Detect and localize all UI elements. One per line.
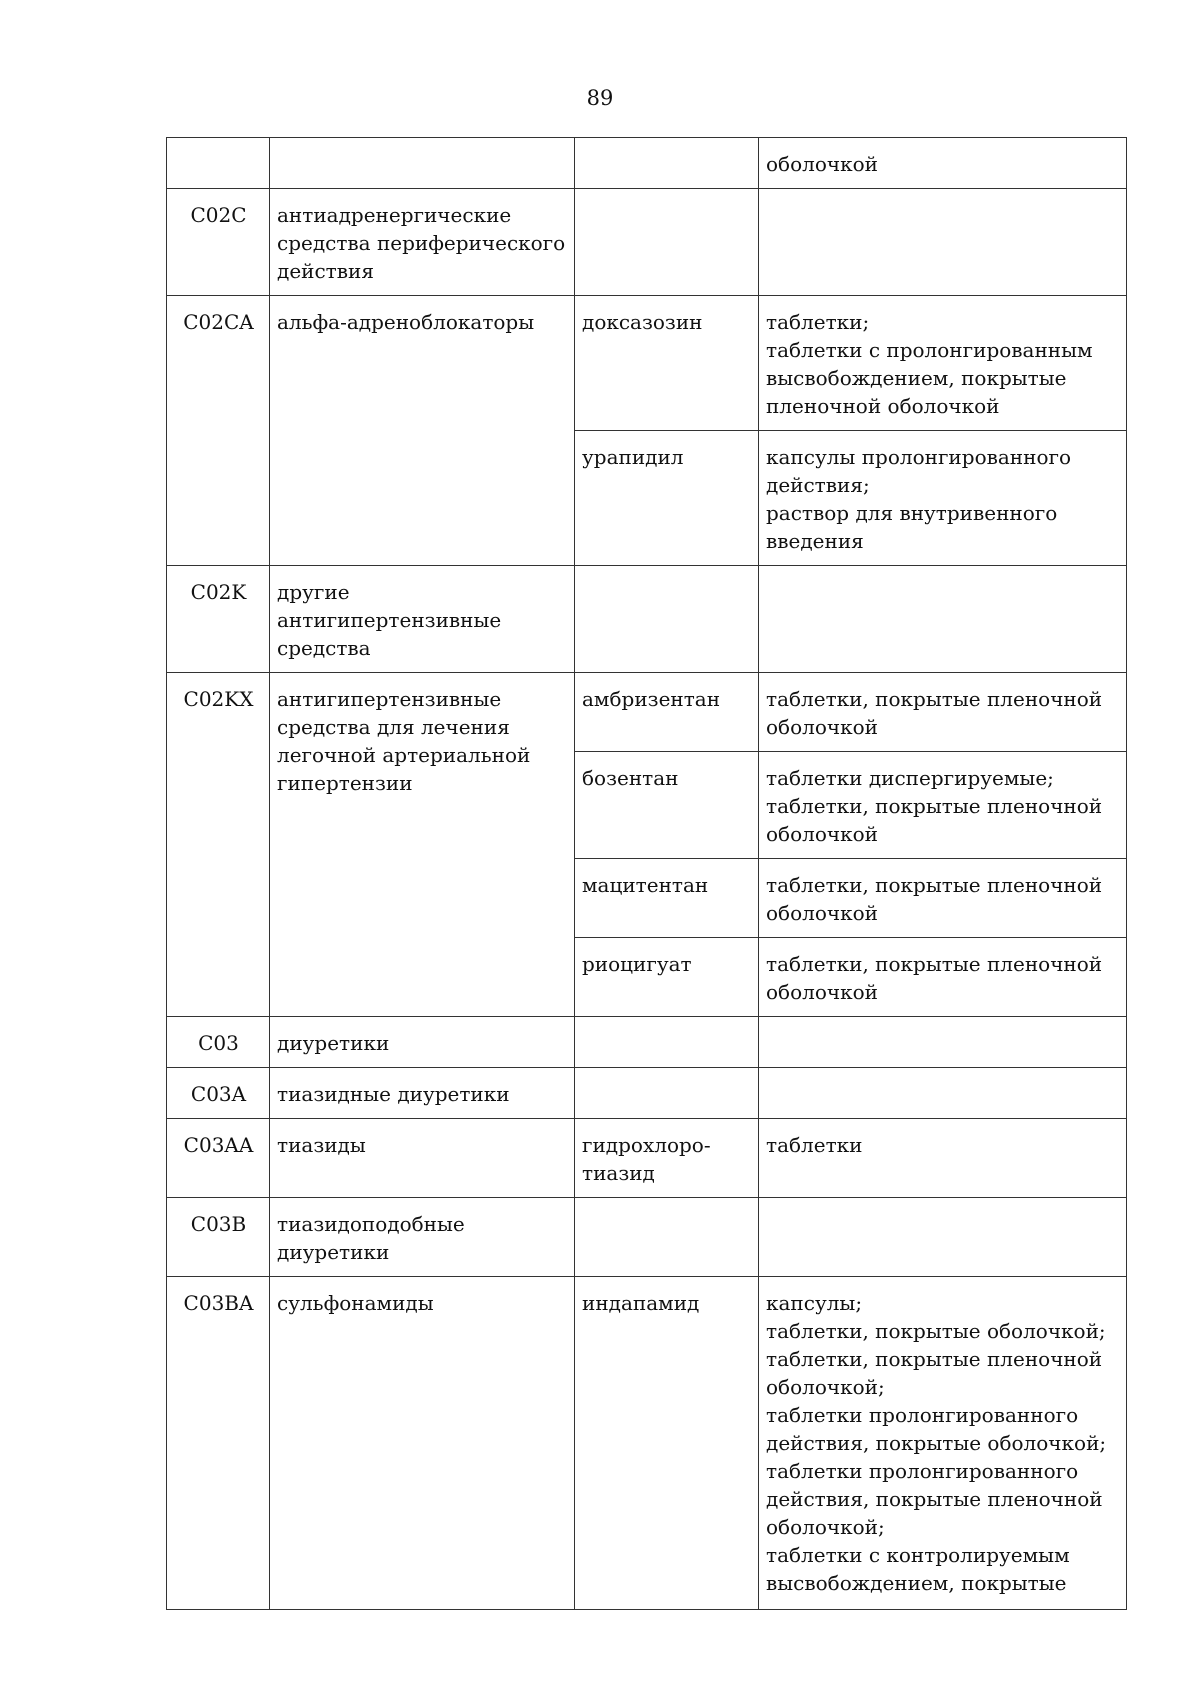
- dosage-forms-cell: [759, 1017, 1127, 1068]
- atc-code-cell: C03B: [167, 1198, 270, 1277]
- drug-name-cell: индапамид: [575, 1277, 759, 1610]
- table-row: [167, 673, 1127, 752]
- group-name-cell: диуретики: [270, 1017, 575, 1068]
- atc-code-cell: [167, 138, 270, 189]
- drug-name-cell: [575, 189, 759, 296]
- dosage-forms-cell: таблетки: [759, 1119, 1127, 1198]
- dosage-forms-cell: [759, 1068, 1127, 1119]
- dosage-forms-cell: таблетки, покрытые пленочной оболочкой: [759, 673, 1127, 752]
- drug-name-cell: риоцигуат: [575, 938, 759, 1017]
- group-name-cell: другие антигипертензивные средства: [270, 566, 575, 673]
- drug-name-cell: доксазозин: [575, 296, 759, 431]
- drug-name-cell: [575, 1017, 759, 1068]
- dosage-forms-cell: капсулы; таблетки, покрытые оболочкой; таблетки, покрытые пленочной оболочкой; таблетки пролонгированного действия, покрытые оболочкой; таблетки пролонгированного действия, покрытые пленочной оболочкой; таблетки с контролируемым высвобождением, покрытые: [759, 1277, 1127, 1610]
- group-name-cell: альфа-адреноблокаторы: [270, 296, 575, 566]
- group-name-cell: [270, 138, 575, 189]
- table-row: [167, 1119, 1127, 1198]
- table-row: [167, 189, 1127, 296]
- atc-code-cell: C02KX: [167, 673, 270, 1017]
- drug-name-cell: амбризентан: [575, 673, 759, 752]
- group-name-cell: тиазидные диуретики: [270, 1068, 575, 1119]
- group-name-cell: антигипертензивные средства для лечения легочной артериальной гипертензии: [270, 673, 575, 1017]
- drug-name-cell: [575, 1198, 759, 1277]
- table-row: [167, 1017, 1127, 1068]
- atc-code-cell: C02C: [167, 189, 270, 296]
- group-name-cell: тиазиды: [270, 1119, 575, 1198]
- dosage-forms-cell: оболочкой: [759, 138, 1127, 189]
- dosage-forms-cell: капсулы пролонгированного действия; раствор для внутривенного введения: [759, 431, 1127, 566]
- drug-name-cell: урапидил: [575, 431, 759, 566]
- dosage-forms-cell: таблетки, покрытые пленочной оболочкой: [759, 859, 1127, 938]
- atc-code-cell: C03AA: [167, 1119, 270, 1198]
- atc-code-cell: C03A: [167, 1068, 270, 1119]
- dosage-forms-cell: таблетки; таблетки с пролонгированным высвобождением, покрытые пленочной оболочкой: [759, 296, 1127, 431]
- dosage-forms-cell: [759, 1198, 1127, 1277]
- drug-name-cell: гидрохлоро- тиазид: [575, 1119, 759, 1198]
- dosage-forms-cell: таблетки диспергируемые; таблетки, покрытые пленочной оболочкой: [759, 752, 1127, 859]
- drug-name-cell: [575, 566, 759, 673]
- group-name-cell: антиадренергические средства периферического действия: [270, 189, 575, 296]
- atc-code-cell: C03: [167, 1017, 270, 1068]
- group-name-cell: сульфонамиды: [270, 1277, 575, 1610]
- table-row: [167, 138, 1127, 189]
- drug-name-cell: мацитентан: [575, 859, 759, 938]
- table-row: [167, 566, 1127, 673]
- group-name-cell: тиазидоподобные диуретики: [270, 1198, 575, 1277]
- dosage-forms-cell: [759, 189, 1127, 296]
- drug-name-cell: [575, 1068, 759, 1119]
- atc-code-cell: C02K: [167, 566, 270, 673]
- dosage-forms-cell: таблетки, покрытые пленочной оболочкой: [759, 938, 1127, 1017]
- dosage-forms-cell: [759, 566, 1127, 673]
- drug-name-cell: бозентан: [575, 752, 759, 859]
- drug-table: [166, 137, 1127, 1610]
- table-row: [167, 1068, 1127, 1119]
- atc-code-cell: C03BA: [167, 1277, 270, 1610]
- page-number: 89: [586, 86, 614, 110]
- table-row: [167, 296, 1127, 431]
- table-row: [167, 1277, 1127, 1610]
- drug-name-cell: [575, 138, 759, 189]
- atc-code-cell: C02CA: [167, 296, 270, 566]
- table-row: [167, 1198, 1127, 1277]
